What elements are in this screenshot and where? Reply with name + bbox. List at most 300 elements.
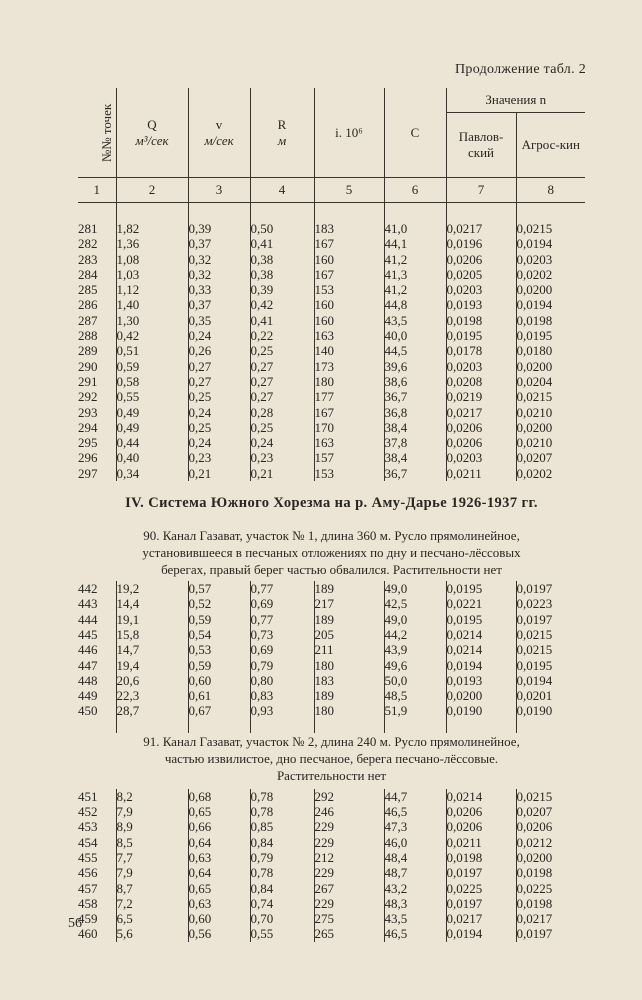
table-row <box>78 673 585 688</box>
table-cell: 37,8 <box>384 435 446 450</box>
table-cell: 275 <box>314 911 384 926</box>
table-cell: 0,64 <box>188 835 250 850</box>
table-cell: 294 <box>78 420 116 435</box>
table-cell: 8,5 <box>116 835 188 850</box>
table-cell: 0,69 <box>250 596 314 611</box>
table-cell: 0,57 <box>188 581 250 596</box>
table-cell: 0,25 <box>188 420 250 435</box>
table-cell: 0,0203 <box>516 251 553 267</box>
table-cell: 0,0215 <box>516 221 553 236</box>
table-row <box>78 865 585 880</box>
table-cell: 8,2 <box>116 789 188 804</box>
table-cell: 0,25 <box>188 389 250 404</box>
table-cell: 189 <box>314 688 384 703</box>
table-cell: 295 <box>78 435 116 450</box>
table-cell: 180 <box>314 658 384 673</box>
table-cell: 290 <box>78 359 116 374</box>
table-cell: 0,83 <box>250 688 314 703</box>
table-cell: 44,8 <box>384 297 446 312</box>
table-cell: 0,0215 <box>516 788 553 804</box>
table-row <box>78 896 585 911</box>
table-cell: 0,77 <box>250 581 314 596</box>
table-cell: 49,0 <box>384 612 446 627</box>
table-cell: 217 <box>314 596 384 611</box>
table-cell: 0,27 <box>188 374 250 389</box>
table-cell: 157 <box>314 450 384 465</box>
table-cell: 0,0197 <box>446 865 516 880</box>
table-cell: 180 <box>314 703 384 718</box>
table-cell: 0,27 <box>188 359 250 374</box>
table-cell: 41,2 <box>384 282 446 297</box>
table-row <box>78 374 585 389</box>
table-cell: 0,0206 <box>516 819 553 835</box>
table-cell: 167 <box>314 236 384 251</box>
table-row <box>78 850 585 865</box>
table-cell: 44,5 <box>384 343 446 358</box>
table-cell: 0,24 <box>188 435 250 450</box>
table-cell: 0,0217 <box>446 221 516 236</box>
table-cell: 0,0206 <box>446 420 516 435</box>
table-cell: 0,23 <box>188 450 250 465</box>
table-cell: 0,37 <box>188 236 250 251</box>
table-cell: 0,40 <box>116 450 188 465</box>
table-cell: 0,0207 <box>516 804 553 820</box>
table-cell: 0,68 <box>188 789 250 804</box>
table-cell: 0,0215 <box>516 626 553 642</box>
table-row <box>78 297 585 312</box>
table-cell: 0,0217 <box>446 911 516 926</box>
table-cell: 7,7 <box>116 850 188 865</box>
table-row <box>78 236 585 251</box>
table-cell: 0,35 <box>188 313 250 328</box>
table-cell: 0,34 <box>116 466 188 481</box>
table-cell: 173 <box>314 359 384 374</box>
table-cell: 229 <box>314 819 384 834</box>
table-cell: 452 <box>78 804 116 819</box>
table-cell: 229 <box>314 835 384 850</box>
table-cell: 0,58 <box>116 374 188 389</box>
table-cell: 0,0201 <box>516 688 553 704</box>
table-cell: 0,84 <box>250 881 314 896</box>
table-cell: 39,6 <box>384 359 446 374</box>
table-cell: 46,5 <box>384 804 446 819</box>
table-cell: 211 <box>314 642 384 657</box>
col-header-pavlovsky: Павлов-ский <box>446 113 516 178</box>
table-cell: 167 <box>314 267 384 282</box>
canal-description-90: 90. Канал Газават, участок № 1, длина 360 м. Русло прямолинейное, установившееся в песчаных отложениях по дну и песчано-лёссовых берегах, правый берег частью обвалился. Растительности нет <box>142 528 521 578</box>
table-cell: 6,5 <box>116 911 188 926</box>
table-row <box>78 835 585 850</box>
table-cell: 1,08 <box>116 252 188 267</box>
continuation-label: Продолжение табл. 2 <box>455 62 586 77</box>
table-cell: 43,9 <box>384 642 446 657</box>
table-cell: 28,7 <box>116 703 188 718</box>
table-row <box>78 405 585 420</box>
table-cell: 0,0214 <box>446 627 516 642</box>
table-cell: 291 <box>78 374 116 389</box>
table-cell: 1,12 <box>116 282 188 297</box>
table-cell: 0,59 <box>116 359 188 374</box>
table-cell: 0,39 <box>188 221 250 236</box>
table-cell: 0,0202 <box>516 266 553 282</box>
table-cell: 177 <box>314 389 384 404</box>
table-cell: 454 <box>78 835 116 850</box>
table-cell: 41,2 <box>384 252 446 267</box>
table-cell: 0,0214 <box>446 642 516 657</box>
table-cell: 41,0 <box>384 221 446 236</box>
table-cell: 0,54 <box>188 627 250 642</box>
table-cell: 0,37 <box>188 297 250 312</box>
table-cell: 445 <box>78 627 116 642</box>
table-cell: 288 <box>78 328 116 343</box>
table-cell: 0,42 <box>116 328 188 343</box>
table-cell: 0,0202 <box>516 465 553 481</box>
table-cell: 447 <box>78 658 116 673</box>
table-cell: 0,0195 <box>446 612 516 627</box>
table-cell: 167 <box>314 405 384 420</box>
table-cell: 153 <box>314 466 384 481</box>
table-cell: 282 <box>78 236 116 251</box>
table-cell: 1,36 <box>116 236 188 251</box>
table-cell: 49,6 <box>384 658 446 673</box>
table-cell: 0,84 <box>250 835 314 850</box>
table-cell: 0,27 <box>250 374 314 389</box>
table-cell: 0,55 <box>250 926 314 941</box>
table-row <box>78 221 585 236</box>
table-cell: 0,67 <box>188 703 250 718</box>
col-header-agroskin: Агрос-кин <box>521 137 580 152</box>
table-cell: 0,0217 <box>516 911 553 927</box>
table-cell: 0,51 <box>116 343 188 358</box>
table-cell: 0,0200 <box>516 419 553 435</box>
table-cell: 38,6 <box>384 374 446 389</box>
col-header-v: v м/сек <box>188 88 250 178</box>
table-cell: 0,28 <box>250 405 314 420</box>
table-cell: 36,7 <box>384 389 446 404</box>
table-row <box>78 450 585 465</box>
table-cell: 40,0 <box>384 328 446 343</box>
table-cell: 0,0195 <box>516 657 553 673</box>
table-cell: 0,0212 <box>516 834 553 850</box>
table-cell: 0,74 <box>250 896 314 911</box>
table-cell: 0,93 <box>250 703 314 718</box>
table-cell: 0,0195 <box>446 581 516 596</box>
table-cell: 0,0215 <box>516 389 553 405</box>
table-cell: 0,78 <box>250 789 314 804</box>
table-cell: 0,0200 <box>446 688 516 703</box>
table-cell: 0,0217 <box>446 405 516 420</box>
table-cell: 0,0214 <box>446 789 516 804</box>
column-numbers-row: 1 2 3 4 5 6 7 8 <box>78 178 585 203</box>
table-cell: 183 <box>314 673 384 688</box>
table-cell: 22,3 <box>116 688 188 703</box>
table-cell: 0,0203 <box>446 282 516 297</box>
table-cell: 153 <box>314 282 384 297</box>
table-cell: 0,0208 <box>446 374 516 389</box>
table-row <box>78 627 585 642</box>
table-cell: 0,70 <box>250 911 314 926</box>
table-cell: 0,0197 <box>516 581 553 597</box>
table-cell: 0,0210 <box>516 404 553 420</box>
col-header-q: Q м³/сек <box>116 88 188 178</box>
table-cell: 0,0197 <box>516 611 553 627</box>
table-cell: 19,2 <box>116 581 188 596</box>
table-cell: 281 <box>78 221 116 236</box>
table-cell: 0,52 <box>188 596 250 611</box>
table-cell: 43,5 <box>384 911 446 926</box>
table-cell: 0,73 <box>250 627 314 642</box>
table-cell: 0,0223 <box>516 596 553 612</box>
table-cell: 460 <box>78 926 116 941</box>
table-row <box>78 267 585 282</box>
table-cell: 0,79 <box>250 658 314 673</box>
table-cell: 0,41 <box>250 236 314 251</box>
table-cell: 19,1 <box>116 612 188 627</box>
table-cell: 229 <box>314 865 384 880</box>
table-cell: 297 <box>78 466 116 481</box>
table-cell: 286 <box>78 297 116 312</box>
table-cell: 46,5 <box>384 926 446 941</box>
table-cell: 0,0195 <box>516 328 553 344</box>
table-cell: 1,40 <box>116 297 188 312</box>
table-cell: 0,23 <box>250 450 314 465</box>
hydraulics-table <box>78 88 585 942</box>
table-cell: 0,0194 <box>516 672 553 688</box>
table-cell: 0,25 <box>250 420 314 435</box>
table-cell: 293 <box>78 405 116 420</box>
table-cell: 183 <box>314 221 384 236</box>
table-cell: 0,26 <box>188 343 250 358</box>
table-cell: 0,25 <box>250 343 314 358</box>
table-cell: 7,2 <box>116 896 188 911</box>
table-cell: 1,03 <box>116 267 188 282</box>
table-cell: 0,0190 <box>516 703 553 719</box>
table-body <box>78 203 585 942</box>
table-cell: 0,50 <box>250 221 314 236</box>
table-cell: 0,65 <box>188 804 250 819</box>
table-cell: 36,7 <box>384 466 446 481</box>
table-cell: 0,69 <box>250 642 314 657</box>
table-cell: 292 <box>78 389 116 404</box>
table-cell: 0,78 <box>250 865 314 880</box>
table-cell: 289 <box>78 343 116 358</box>
table-cell: 189 <box>314 612 384 627</box>
table-row <box>78 658 585 673</box>
table-cell: 450 <box>78 703 116 718</box>
table-cell: 38,4 <box>384 450 446 465</box>
table-row <box>78 804 585 819</box>
col-header-points: №№ точек <box>78 88 116 178</box>
table-cell: 0,38 <box>250 252 314 267</box>
table-cell: 459 <box>78 911 116 926</box>
table-cell: 43,2 <box>384 881 446 896</box>
table-cell: 0,0203 <box>446 450 516 465</box>
table-cell: 48,4 <box>384 850 446 865</box>
table-cell: 449 <box>78 688 116 703</box>
table-cell: 0,21 <box>188 466 250 481</box>
table-cell: 0,33 <box>188 282 250 297</box>
table-row <box>78 911 585 926</box>
table-cell: 0,0207 <box>516 450 553 466</box>
table-cell: 0,41 <box>250 313 314 328</box>
table-cell: 0,64 <box>188 865 250 880</box>
table-cell: 44,1 <box>384 236 446 251</box>
table-cell: 1,82 <box>116 221 188 236</box>
table-cell: 0,24 <box>188 328 250 343</box>
table-cell: 0,53 <box>188 642 250 657</box>
table-row <box>78 389 585 404</box>
table-cell: 0,27 <box>250 389 314 404</box>
table-cell: 0,0206 <box>446 819 516 834</box>
table-cell: 0,0200 <box>516 849 553 865</box>
table-cell: 0,38 <box>250 267 314 282</box>
table-cell: 0,59 <box>188 658 250 673</box>
table-cell: 229 <box>314 896 384 911</box>
table-row <box>78 612 585 627</box>
table-cell: 46,0 <box>384 835 446 850</box>
table-cell: 5,6 <box>116 926 188 941</box>
table-cell: 265 <box>314 926 384 941</box>
table-cell: 0,42 <box>250 297 314 312</box>
table-row <box>78 581 585 596</box>
table-row <box>78 252 585 267</box>
table-cell: 246 <box>314 804 384 819</box>
col-header-c: C <box>384 88 446 178</box>
table-cell: 0,79 <box>250 850 314 865</box>
table-cell: 0,0200 <box>516 282 553 298</box>
table-cell: 0,0210 <box>516 435 553 451</box>
table-cell: 0,0211 <box>446 835 516 850</box>
table-cell: 0,56 <box>188 926 250 941</box>
table-cell: 0,0180 <box>516 343 553 359</box>
table-cell: 451 <box>78 789 116 804</box>
table-cell: 0,27 <box>250 359 314 374</box>
table-cell: 140 <box>314 343 384 358</box>
table-cell: 0,0195 <box>446 328 516 343</box>
table-cell: 0,0194 <box>516 297 553 313</box>
table-row <box>78 881 585 896</box>
table-cell: 160 <box>314 252 384 267</box>
table-cell: 48,3 <box>384 896 446 911</box>
table-row <box>78 343 585 358</box>
table-row <box>78 435 585 450</box>
table-cell: 0,55 <box>116 389 188 404</box>
table-cell: 42,5 <box>384 596 446 611</box>
table-cell: 14,4 <box>116 596 188 611</box>
table-cell: 0,0221 <box>446 596 516 611</box>
table-cell: 44,2 <box>384 627 446 642</box>
table-cell: 296 <box>78 450 116 465</box>
table-cell: 0,85 <box>250 819 314 834</box>
table-cell: 19,4 <box>116 658 188 673</box>
table-cell: 0,0198 <box>446 313 516 328</box>
table-cell: 212 <box>314 850 384 865</box>
table-cell: 1,30 <box>116 313 188 328</box>
table-cell: 36,8 <box>384 405 446 420</box>
table-cell: 0,21 <box>250 466 314 481</box>
table-cell: 20,6 <box>116 673 188 688</box>
table-cell: 457 <box>78 881 116 896</box>
table-cell: 0,77 <box>250 612 314 627</box>
table-cell: 443 <box>78 596 116 611</box>
table-cell: 0,24 <box>188 405 250 420</box>
table-cell: 43,5 <box>384 313 446 328</box>
table-cell: 51,9 <box>384 703 446 718</box>
table-cell: 442 <box>78 581 116 596</box>
table-cell: 0,32 <box>188 267 250 282</box>
table-cell: 0,0206 <box>446 435 516 450</box>
table-cell: 0,61 <box>188 688 250 703</box>
table-cell: 8,7 <box>116 881 188 896</box>
table-row <box>78 688 585 703</box>
table-cell: 0,0194 <box>516 236 553 252</box>
table-cell: 0,0197 <box>516 926 553 942</box>
table-cell: 0,78 <box>250 804 314 819</box>
table-cell: 0,63 <box>188 896 250 911</box>
table-cell: 0,0200 <box>516 358 553 374</box>
table-cell: 0,0206 <box>446 804 516 819</box>
table-row <box>78 313 585 328</box>
table-cell: 163 <box>314 435 384 450</box>
table-cell: 455 <box>78 850 116 865</box>
table-cell: 0,59 <box>188 612 250 627</box>
table-cell: 0,44 <box>116 435 188 450</box>
table-cell: 0,0197 <box>446 896 516 911</box>
table-cell: 47,3 <box>384 819 446 834</box>
table-cell: 189 <box>314 581 384 596</box>
table-cell: 205 <box>314 627 384 642</box>
table-cell: 15,8 <box>116 627 188 642</box>
table-cell: 0,60 <box>188 911 250 926</box>
table-cell: 0,65 <box>188 881 250 896</box>
table-row <box>78 789 585 804</box>
col-header-n-group: Значения n <box>446 88 585 113</box>
table-cell: 285 <box>78 282 116 297</box>
table-cell: 7,9 <box>116 865 188 880</box>
table-cell: 48,7 <box>384 865 446 880</box>
table-cell: 180 <box>314 374 384 389</box>
table-cell: 0,0193 <box>446 673 516 688</box>
table-cell: 0,0198 <box>516 895 553 911</box>
table-cell: 0,0225 <box>446 881 516 896</box>
table-cell: 0,0206 <box>446 252 516 267</box>
table-cell: 0,24 <box>250 435 314 450</box>
table-row <box>78 282 585 297</box>
table-cell: 0,49 <box>116 405 188 420</box>
section-title: IV. Система Южного Хорезма на р. Аму-Дарье 1926-1937 гг. <box>125 495 538 512</box>
table-row <box>78 359 585 374</box>
table-cell: 0,63 <box>188 850 250 865</box>
table-cell: 163 <box>314 328 384 343</box>
table-cell: 7,9 <box>116 804 188 819</box>
table-cell: 0,49 <box>116 420 188 435</box>
canal-description-91: 91. Канал Газават, участок № 2, длина 240 м. Русло прямолинейное, частью извилистое, дно песчаное, берега песчано-лёссовые. Растительности нет <box>143 733 520 783</box>
table-cell: 0,0204 <box>516 373 553 389</box>
table-cell: 160 <box>314 297 384 312</box>
table-cell: 0,0225 <box>516 880 553 896</box>
table-cell: 292 <box>314 789 384 804</box>
table-cell: 284 <box>78 267 116 282</box>
table-row <box>78 819 585 834</box>
table-cell: 44,7 <box>384 789 446 804</box>
table-cell: 160 <box>314 313 384 328</box>
table-cell: 287 <box>78 313 116 328</box>
table-cell: 456 <box>78 865 116 880</box>
table-cell: 283 <box>78 252 116 267</box>
table-cell: 0,39 <box>250 282 314 297</box>
table-cell: 41,3 <box>384 267 446 282</box>
table-cell: 0,0178 <box>446 343 516 358</box>
